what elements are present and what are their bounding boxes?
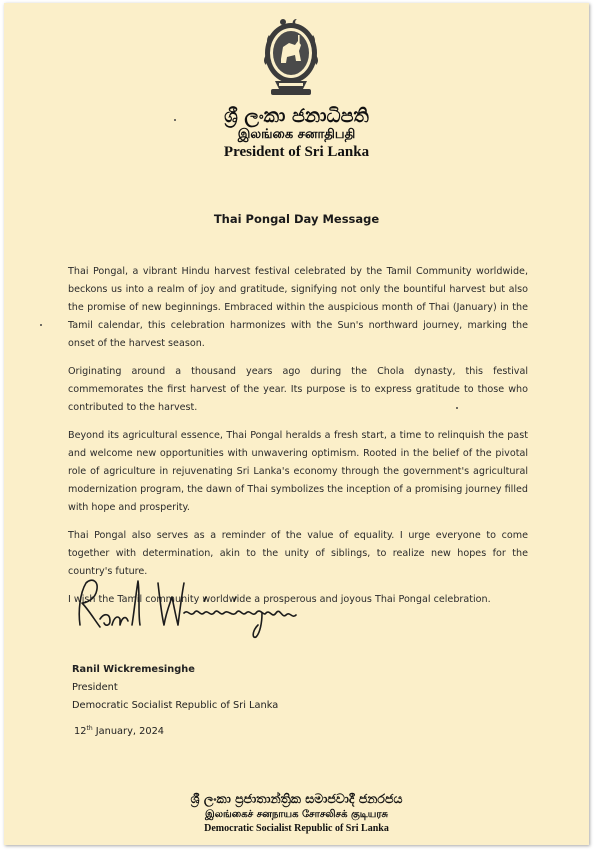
paragraph-1: Thai Pongal, a vibrant Hindu harvest festival celebrated by the Tamil Community worldwide, beckons us into a realm of joy and gratitude, signifying not only the bountiful harvest but also the promise of new beginnings. Embraced within the auspicious month of Thai (January) in the Tamil calendar, this celebration harmonizes with the Sun's northward journey, marking the onset of the harvest season. — [68, 266, 528, 349]
message-title: Thai Pongal Day Message — [213, 212, 380, 226]
speck — [174, 119, 176, 121]
date-day: 12 — [74, 726, 87, 737]
footer-sinhala: ශ්‍රී ලංකා ප්‍රජාතාන්ත්‍රික සමාජවාදී ජනරජය — [190, 791, 403, 806]
paragraph-2: Originating around a thousand years ago during the Chola dynasty, this festival commemorates the first harvest of the year. Its purpose is to express gratitude to those who contributed to the harvest. — [68, 366, 528, 413]
speck — [456, 407, 458, 409]
signer-block — [72, 661, 278, 715]
signer-country: Democratic Socialist Republic of Sri Lanka — [72, 700, 279, 711]
letter-date — [74, 725, 164, 737]
sri-lanka-emblem-icon — [261, 15, 321, 97]
message-body — [68, 263, 528, 619]
paragraph-5: I wish the Tamil community worldwide a prosperous and joyous Thai Pongal celebration. — [68, 594, 491, 605]
date-rest: January, 2024 — [92, 726, 165, 737]
letter-page — [4, 3, 589, 845]
handwritten-signature — [66, 573, 316, 645]
footer-tamil: இலங்கைச் சனநாயக சோசலிசக் குடியரசு — [204, 809, 389, 820]
footer-english: Democratic Socialist Republic of Sri Lanka — [204, 823, 389, 834]
signer-position: President — [72, 682, 118, 693]
date-suffix: th — [86, 725, 93, 732]
office-title-sinhala: ශ්‍රී ලංකා ජනාධිපති — [224, 105, 369, 127]
speck — [40, 324, 42, 326]
paragraph-3: Beyond its agricultural essence, Thai Pongal heralds a fresh start, a time to relinquish the past and welcome new opportunities with unwavering optimism. Rooted in the belief of the pivotal role of agriculture in rejuvenating Sri Lanka's economy through the government's agricultural modernization program, the dawn of Thai symbolizes the inception of a promising journey filled with hope and prosperity. — [68, 430, 528, 513]
office-title-tamil: இலங்கை சனாதிபதி — [237, 127, 356, 142]
office-title-english: President of Sri Lanka — [223, 144, 370, 160]
signer-name: Ranil Wickremesinghe — [72, 664, 195, 675]
paragraph-4: Thai Pongal also serves as a reminder of the value of equality. I urge everyone to come together with determination, akin to the unity of siblings, to realize new hopes for the country's future. — [68, 530, 528, 577]
